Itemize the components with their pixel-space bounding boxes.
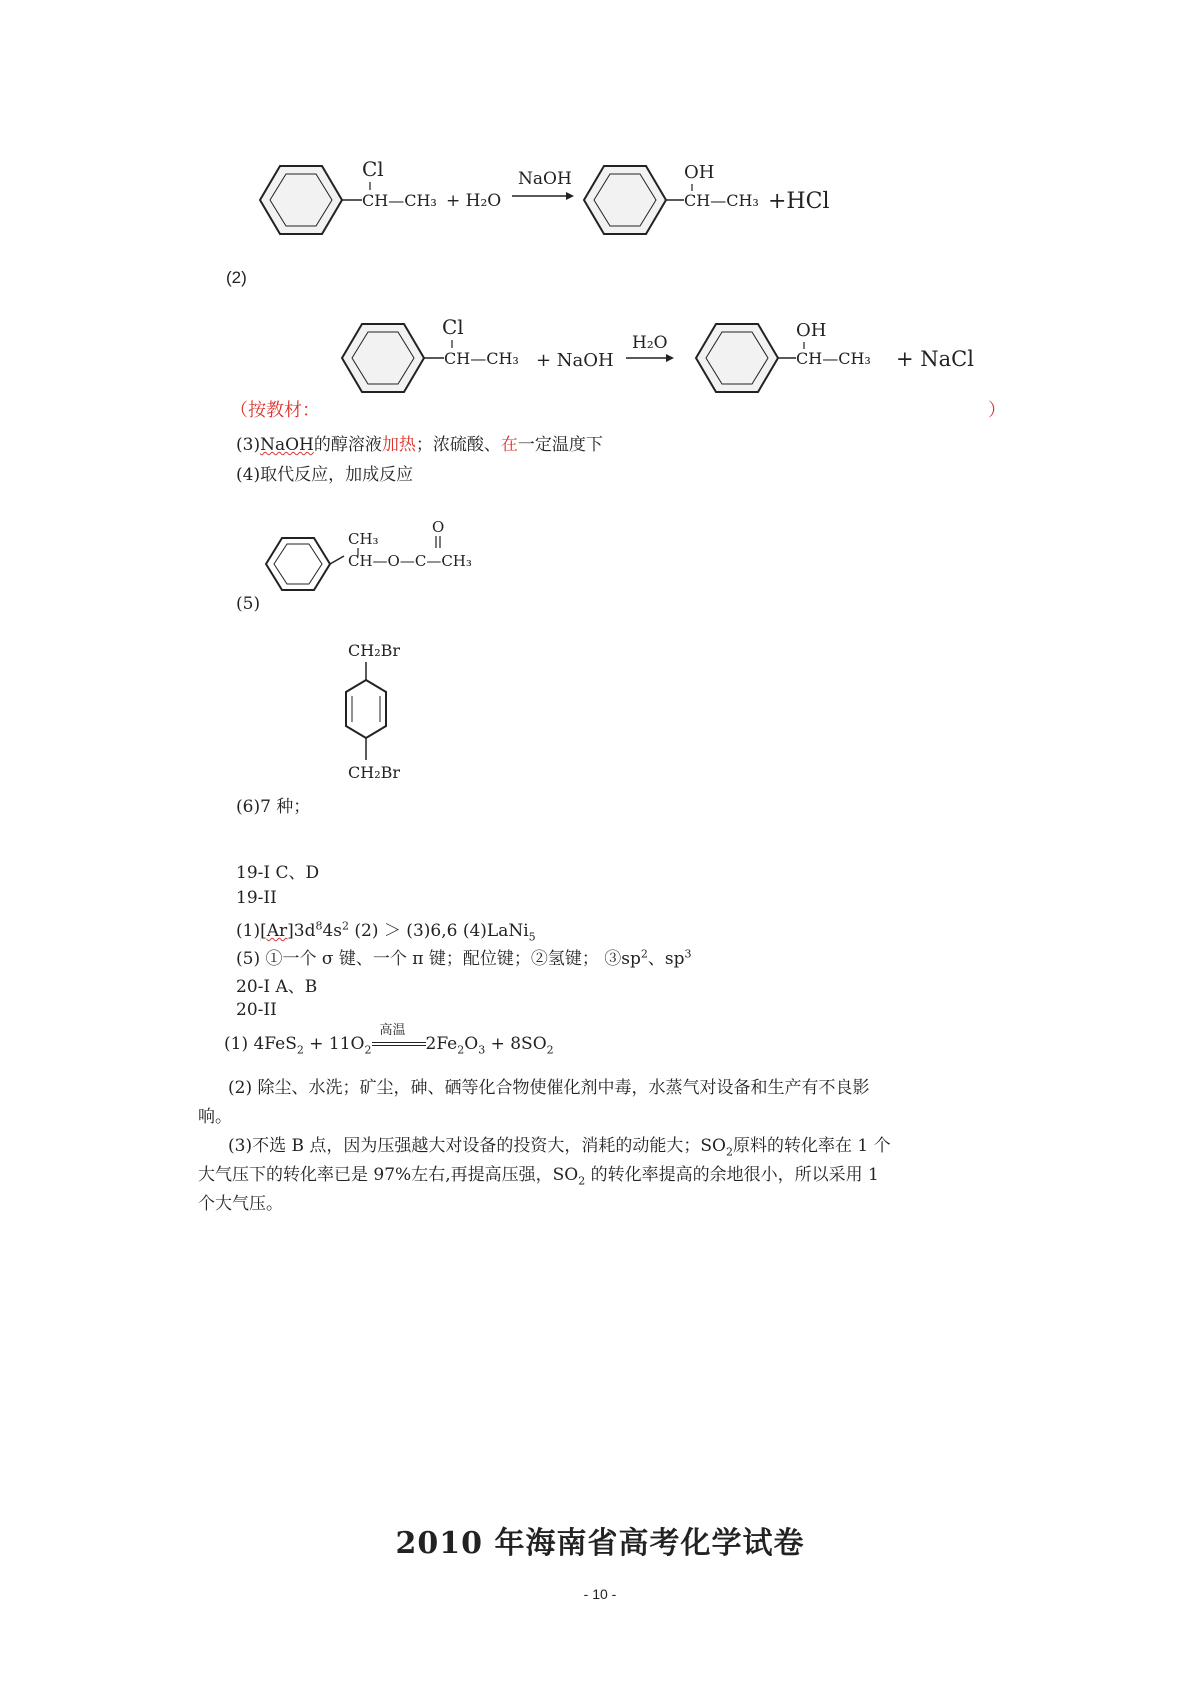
answer-19-i: 19-I C、D (236, 863, 320, 883)
text: 、sp (647, 949, 685, 969)
argon-core: [Ar] (260, 921, 294, 941)
item-3-text-3: ；浓硫酸、 (415, 435, 501, 455)
superscript: 2 (342, 919, 350, 933)
condition-high-temperature: 高温 (379, 1022, 406, 1038)
ester-chain: CH—O—C—CH₃ (348, 552, 472, 570)
reaction-arrow-icon (512, 192, 574, 200)
answer-item-6: (6)7 种； (236, 797, 311, 817)
paragraph-20-ii-3-line-2 (198, 1161, 879, 1195)
substituent-cl: Cl (442, 318, 464, 339)
text: (1) 4FeS (224, 1034, 297, 1054)
superscript: 8 (315, 919, 323, 933)
chain-ch-ch3: CH—CH₃ (362, 191, 437, 210)
text: 3d (293, 921, 316, 941)
chain-ch-ch3-product: CH—CH₃ (684, 191, 759, 210)
equation-20-ii-1 (224, 1022, 554, 1057)
item-3-text-5: 一定温度下 (517, 435, 603, 455)
text: 2Fe (425, 1034, 458, 1054)
benzene-ring-icon (260, 166, 342, 234)
answer-19-ii-line-5 (236, 944, 692, 969)
product-hcl: +HCl (768, 189, 830, 214)
item-3-text-1: 的醇溶液 (313, 435, 382, 455)
subscript: 5 (528, 930, 536, 944)
bottom-ch2br: CH₂Br (348, 763, 401, 782)
paragraph-20-ii-2-line-1: (2) 除尘、水洗；矿尘，砷、硒等化合物使催化剂中毒，水蒸气对设备和生产有不良影 (228, 1078, 870, 1098)
exam-title: 2010 年海南省高考化学试卷 (395, 1526, 805, 1561)
subscript: 2 (296, 1043, 304, 1057)
reagent-naoh: + NaOH (536, 350, 614, 371)
top-ch2br: CH₂Br (348, 641, 401, 660)
structure-6-dibromide (326, 638, 446, 798)
answer-19-ii-line-1 (236, 916, 536, 943)
high-temperature-arrow (372, 1022, 426, 1055)
text: (3)不选 B 点，因为压强越大对设备的投资大，消耗的动能大；SO (228, 1136, 726, 1156)
text: O (464, 1034, 479, 1054)
item-3-naoh: NaOH (260, 435, 314, 455)
answer-item-3 (236, 430, 603, 455)
paragraph-20-ii-3-line-3: 个大气压。 (198, 1194, 283, 1214)
text: 大气压下的转化率已是 97%左右,再提高压强，SO (198, 1165, 579, 1185)
text: + 8SO (485, 1034, 547, 1054)
answer-20-i: 20-I A、B (236, 977, 318, 997)
reaction-1-equation (250, 160, 860, 260)
benzene-ring-icon (346, 680, 386, 738)
superscript: 3 (684, 947, 692, 961)
answer-19-ii: 19-II (236, 888, 277, 908)
subscript: 2 (546, 1043, 554, 1057)
benzene-ring-icon (696, 324, 778, 392)
chain-ch-ch3: CH—CH₃ (444, 349, 519, 368)
text: (5) ①一个 σ 键、一个 π 键；配位键；②氢键； ③sp (236, 949, 641, 969)
benzene-ring-icon (266, 538, 330, 590)
benzene-ring-icon (342, 324, 424, 392)
superscript: 2 (640, 947, 648, 961)
subscript: 2 (578, 1174, 586, 1188)
item-3-at: 在 (500, 435, 518, 455)
answer-20-ii: 20-II (236, 1000, 277, 1020)
text: (2) ＞ (3)6,6 (4)LaNi (349, 921, 529, 941)
reaction-2-equation (336, 318, 996, 414)
text: 4s (322, 921, 343, 941)
product-nacl: + NaCl (896, 347, 974, 371)
reaction-arrow-icon (626, 354, 674, 362)
subscript: 2 (364, 1043, 372, 1057)
item-3-heat: 加热 (381, 435, 416, 455)
page-number: - 10 - (583, 1586, 617, 1602)
substituent-ch3: CH₃ (348, 530, 379, 548)
condition-h2o: H₂O (632, 333, 668, 353)
note-close: ） (988, 400, 1006, 421)
substituent-cl: Cl (362, 160, 384, 181)
reagent-h2o: + H₂O (446, 191, 502, 211)
substituent-oh: OH (796, 320, 827, 341)
subscript: 3 (478, 1043, 486, 1057)
text: (1) (236, 921, 261, 941)
substituent-oh: OH (684, 162, 715, 183)
chain-ch-ch3-product: CH—CH₃ (796, 349, 871, 368)
item-label-2: (2) (226, 268, 247, 287)
condition-naoh: NaOH (518, 169, 572, 189)
benzene-ring-icon (584, 166, 666, 234)
subscript: 2 (725, 1145, 733, 1159)
note-open: （按教材： (230, 400, 320, 421)
paragraph-20-ii-2-line-2: 响。 (198, 1107, 232, 1127)
item-3-number: (3) (236, 435, 261, 455)
subscript: 2 (457, 1043, 465, 1057)
text: 的转化率提高的余地很小，所以采用 1 (585, 1165, 879, 1185)
structure-5-ester (262, 518, 512, 600)
carbonyl-o: O (432, 518, 445, 536)
item-label-5: (5) (236, 594, 261, 614)
text: + 11O (303, 1034, 365, 1054)
text: 原料的转化率在 1 个 (732, 1136, 891, 1156)
answer-item-4: (4)取代反应，加成反应 (236, 465, 414, 485)
